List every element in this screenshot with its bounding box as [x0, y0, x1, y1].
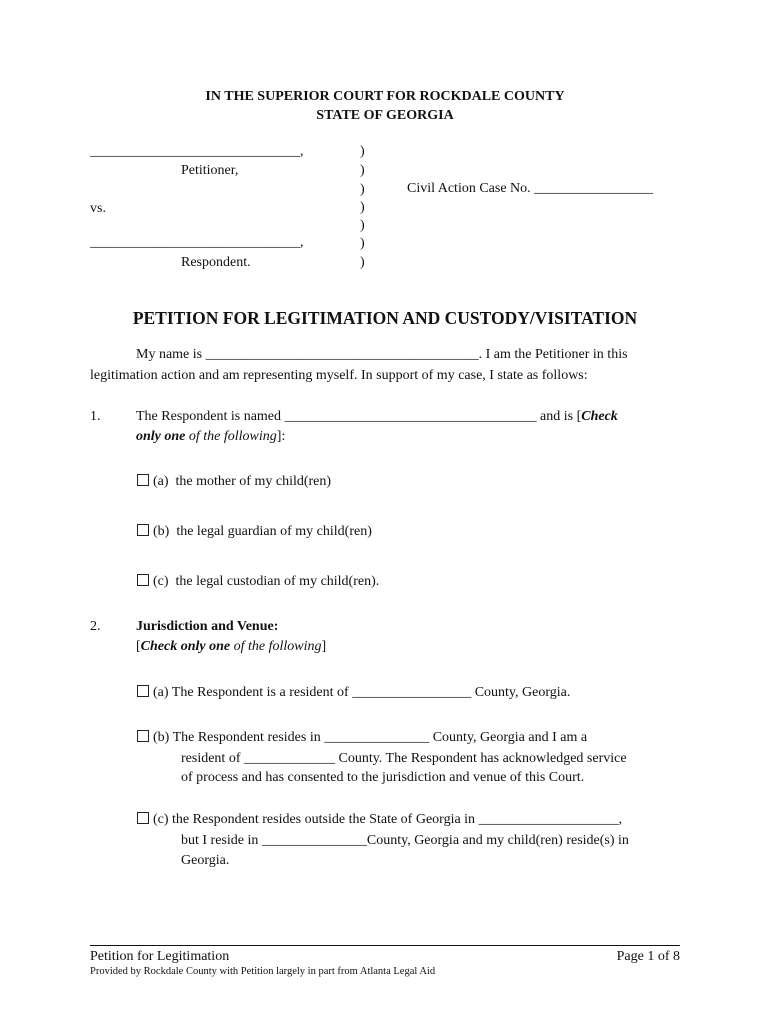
section-1-text: The Respondent is named: [136, 409, 282, 424]
caption-paren: ): [360, 218, 365, 233]
case-number-blank[interactable]: _________________: [534, 181, 654, 196]
option-letter: (c): [153, 812, 169, 827]
caption-paren: ): [360, 182, 365, 197]
caption-paren: ): [360, 255, 365, 270]
respondent-label: Respondent.: [181, 255, 251, 270]
option-1c[interactable]: [137, 574, 379, 591]
option-letter: (b): [153, 524, 170, 539]
checkbox-1c[interactable]: [137, 574, 149, 586]
case-number-text: Civil Action Case No.: [407, 181, 531, 196]
petitioner-label: Petitioner,: [181, 163, 239, 178]
option-text: County, Georgia and I am a: [432, 730, 588, 745]
only-one-text: only one: [136, 429, 186, 444]
section-1-number: 1.: [90, 409, 101, 424]
option-letter: (c): [153, 574, 169, 589]
option-text: the legal custodian of my child(ren).: [175, 574, 380, 589]
option-letter: (a): [153, 685, 169, 700]
checkbox-2b[interactable]: [137, 730, 149, 742]
vs-label: vs.: [90, 201, 106, 216]
option-text: County. The Respondent has acknowledged service: [338, 751, 627, 766]
option-text: the mother of my child(ren): [175, 474, 332, 489]
caption-paren: ): [360, 144, 365, 159]
option-2c-line-3: Georgia.: [181, 853, 230, 868]
section-2-instruction: [136, 639, 326, 656]
option-2c-line-2: [181, 833, 629, 850]
close-bracket: ]: [321, 639, 327, 654]
checkbox-2c[interactable]: [137, 812, 149, 824]
open-bracket: [: [136, 639, 141, 654]
footer-title: Petition for Legitimation: [90, 949, 230, 964]
option-2a[interactable]: [137, 685, 570, 702]
section-1-text: and is [: [540, 409, 582, 424]
footer-provided-by: Provided by Rockdale County with Petition largely in part from Atlanta Legal Aid: [90, 966, 436, 977]
checkbox-1b[interactable]: [137, 524, 149, 536]
intro-line-1: [136, 347, 628, 364]
section-1-line-2: [136, 429, 285, 446]
case-number-label: [407, 181, 653, 198]
county-field[interactable]: _____________: [243, 751, 335, 766]
county-field[interactable]: _______________: [324, 730, 430, 745]
option-text: The Respondent is a resident of: [171, 685, 349, 700]
close-bracket: ]:: [276, 429, 286, 444]
option-text: but I reside in: [181, 833, 259, 848]
option-text: County, Georgia.: [474, 685, 571, 700]
option-text: the Respondent resides outside the State of Georgia in: [172, 812, 476, 827]
checkbox-1a[interactable]: [137, 474, 149, 486]
option-text: the legal guardian of my child(ren): [176, 524, 372, 539]
option-text: The Respondent resides in: [172, 730, 321, 745]
option-2b[interactable]: [137, 730, 587, 747]
document-title: PETITION FOR LEGITIMATION AND CUSTODY/VISITATION: [132, 308, 638, 328]
section-2-heading: Jurisdiction and Venue:: [136, 619, 279, 634]
caption-paren: ): [360, 163, 365, 178]
state-heading: STATE OF GEORGIA: [316, 108, 454, 123]
caption-paren: ): [360, 236, 365, 251]
of-following-text: of the following: [188, 429, 277, 444]
check-word: Check: [581, 409, 618, 424]
of-following-text: of the following: [233, 639, 322, 654]
option-1b[interactable]: [137, 524, 372, 541]
respondent-name-field[interactable]: ____________________________________: [284, 409, 537, 424]
option-letter: (b): [153, 730, 170, 745]
section-2-number: 2.: [90, 619, 101, 634]
checkbox-2a[interactable]: [137, 685, 149, 697]
section-1-line-1: [136, 409, 618, 426]
option-text: resident of: [181, 751, 241, 766]
option-1a[interactable]: [137, 474, 331, 491]
state-field[interactable]: ____________________,: [478, 812, 623, 827]
footer-divider: [90, 945, 680, 946]
intro-text: . I am the Petitioner in this: [478, 347, 628, 362]
court-heading: IN THE SUPERIOR COURT FOR ROCKDALE COUNTY: [205, 89, 565, 104]
option-text: County, Georgia and my child(ren) reside(s) in: [366, 833, 629, 848]
caption-paren: ): [360, 200, 365, 215]
option-2b-line-3: of process and has consented to the jurisdiction and venue of this Court.: [181, 770, 585, 785]
option-2b-line-2: [181, 751, 627, 768]
petitioner-name-field[interactable]: _______________________________________: [205, 347, 479, 362]
option-2c[interactable]: [137, 812, 622, 829]
intro-line-2: legitimation action and am representing myself. In support of my case, I state as follows:: [90, 368, 588, 383]
county-field[interactable]: _______________: [261, 833, 367, 848]
intro-text: My name is: [136, 347, 203, 362]
option-letter: (a): [153, 474, 169, 489]
check-only-one-text: Check only one: [140, 639, 231, 654]
respondent-name-blank[interactable]: ______________________________,: [90, 235, 304, 250]
petitioner-name-blank[interactable]: ______________________________,: [90, 144, 304, 159]
page-number: Page 1 of 8: [616, 949, 680, 964]
county-field[interactable]: _________________: [352, 685, 472, 700]
